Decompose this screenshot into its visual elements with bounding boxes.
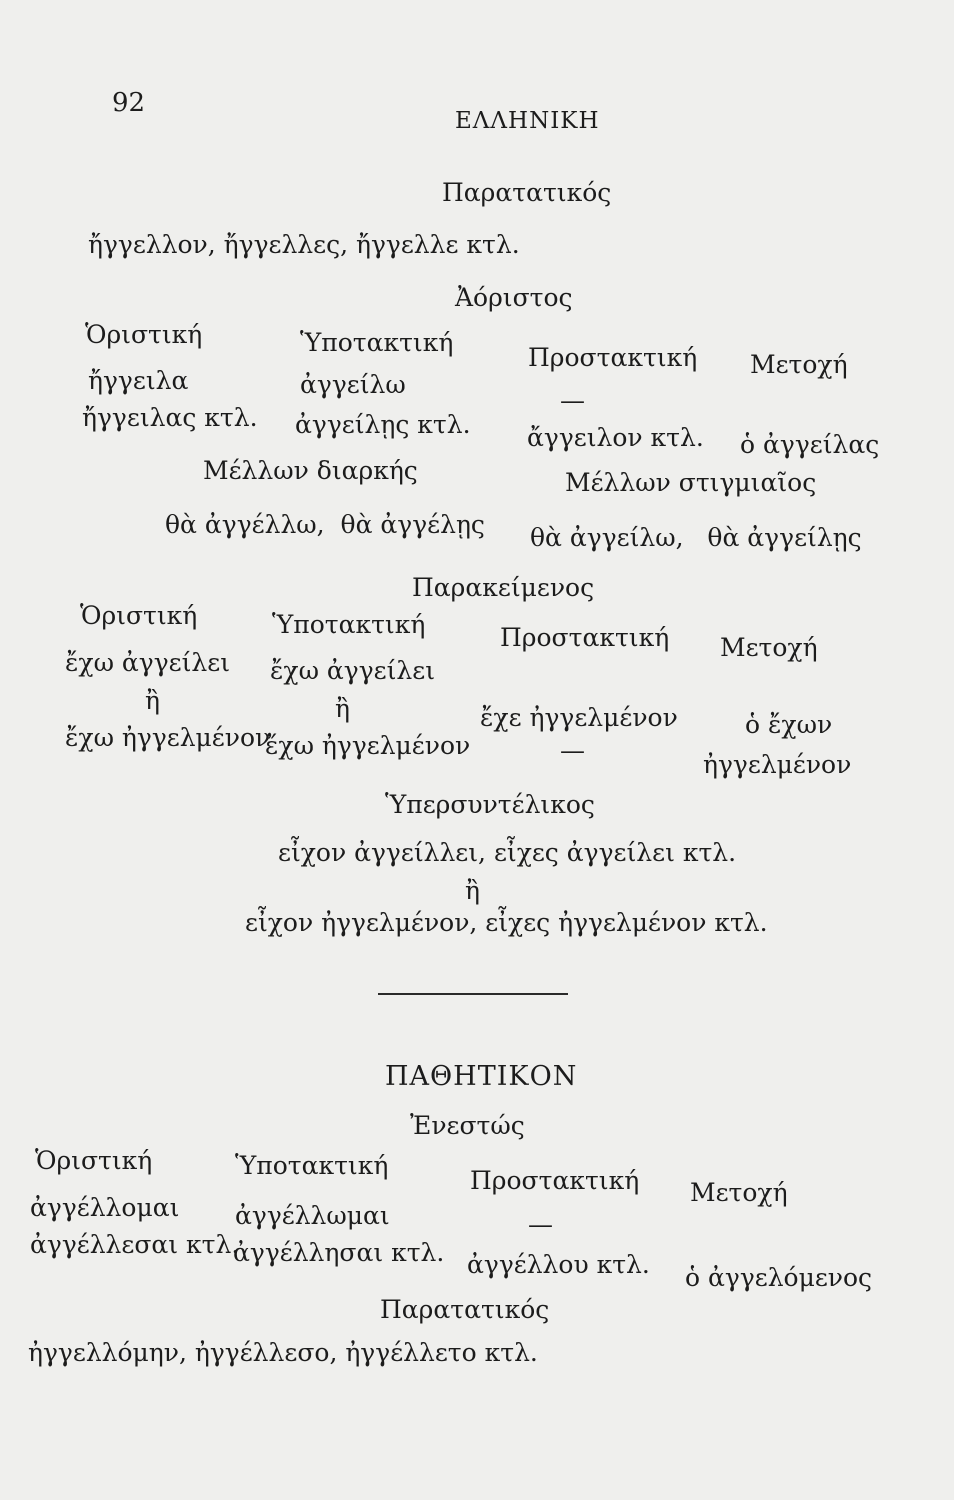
passive-imp-dash: — xyxy=(528,1210,553,1239)
passive-col-imperative: Προστακτική xyxy=(470,1166,640,1195)
future-simple-heading: Μέλλων στιγμιαῖος xyxy=(565,468,817,497)
aorist-col-imperative: Προστακτική xyxy=(528,343,698,372)
perfect-imp-1: ἔχε ἠγγελμένον xyxy=(480,703,678,732)
perfect-part-2: ἠγγελμένον xyxy=(703,750,852,779)
passive-ind-1: ἀγγέλλομαι xyxy=(30,1193,180,1222)
perfect-col-participle: Μετοχή xyxy=(720,633,818,662)
aorist-col-indicative: Ὁριστική xyxy=(85,320,203,349)
aorist-imp-dash: — xyxy=(560,386,585,415)
passive-subj-2: ἀγγέλλησαι κτλ. xyxy=(233,1238,445,1267)
section-divider xyxy=(378,993,568,995)
passive-col-participle: Μετοχή xyxy=(690,1178,788,1207)
pluperfect-heading: Ὑπερσυντέλικος xyxy=(385,790,595,819)
future-simple-forms: θὰ ἀγγείλω, θὰ ἀγγείλῃς xyxy=(530,523,862,552)
aorist-col-participle: Μετοχή xyxy=(750,350,848,379)
pluperfect-line-1: εἶχον ἀγγείλλει, εἶχες ἀγγείλει κτλ. xyxy=(278,838,737,867)
perfect-col-indicative: Ὁριστική xyxy=(80,601,198,630)
pluperfect-or: ἢ xyxy=(465,876,480,905)
future-continuous-heading: Μέλλων διαρκής xyxy=(203,456,418,485)
passive-ind-2: ἀγγέλλεσαι κτλ. xyxy=(30,1230,240,1259)
passive-participle: ὁ ἀγγελόμενος xyxy=(685,1263,873,1292)
passive-col-subjunctive: Ὑποτακτική xyxy=(235,1151,389,1180)
aorist-ind-1: ἤγγειλα xyxy=(88,366,189,395)
imperfect-forms: ἤγγελλον, ἤγγελλες, ἤγγελλε κτλ. xyxy=(88,230,520,259)
perfect-subj-or: ἢ xyxy=(335,694,350,723)
perfect-subj-1: ἔχω ἀγγείλει xyxy=(270,656,436,685)
passive-subj-1: ἀγγέλλωμαι xyxy=(235,1201,390,1230)
aorist-subj-2: ἀγγείλῃς κτλ. xyxy=(295,410,471,439)
aorist-heading: Ἀόριστος xyxy=(455,283,573,312)
passive-imperfect-heading: Παρατατικός xyxy=(380,1295,550,1324)
aorist-col-subjunctive: Ὑποτακτική xyxy=(300,328,454,357)
perfect-part-1: ὁ ἔχων xyxy=(745,710,833,739)
perfect-col-subjunctive: Ὑποτακτική xyxy=(272,610,426,639)
perfect-heading: Παρακείμενος xyxy=(412,573,595,602)
imperfect-heading: Παρατατικός xyxy=(442,178,612,207)
perfect-ind-2: ἔχω ἠγγελμένον xyxy=(65,723,271,752)
perfect-ind-1: ἔχω ἀγγείλει xyxy=(65,648,231,677)
pluperfect-line-2: εἶχον ἠγγελμένον, εἶχες ἠγγελμένον κτλ. xyxy=(245,908,768,937)
passive-title: ΠΑΘΗΤΙΚΟΝ xyxy=(385,1061,578,1092)
passive-col-indicative: Ὁριστική xyxy=(35,1146,153,1175)
future-continuous-forms: θὰ ἀγγέλλω, θὰ ἀγγέλῃς xyxy=(165,510,485,539)
page-number: 92 xyxy=(112,88,146,118)
perfect-ind-or: ἢ xyxy=(145,686,160,715)
perfect-col-imperative: Προστακτική xyxy=(500,623,670,652)
running-title: ΕΛΛΗΝΙΚΗ xyxy=(455,108,600,134)
aorist-ind-2: ἤγγειλας κτλ. xyxy=(82,403,258,432)
passive-present-heading: Ἐνεστώς xyxy=(410,1111,525,1140)
passive-imp-2: ἀγγέλλου κτλ. xyxy=(467,1250,650,1279)
perfect-subj-2: ἔχω ἠγγελμένον xyxy=(265,731,471,760)
aorist-participle: ὁ ἀγγείλας xyxy=(740,430,880,459)
perfect-imp-dash: — xyxy=(560,736,585,765)
passive-imperfect-forms: ἠγγελλόμην, ἠγγέλλεσο, ἠγγέλλετο κτλ. xyxy=(28,1338,538,1367)
aorist-subj-1: ἀγγείλω xyxy=(300,370,406,399)
aorist-imp-2: ἄγγειλον κτλ. xyxy=(527,423,704,452)
